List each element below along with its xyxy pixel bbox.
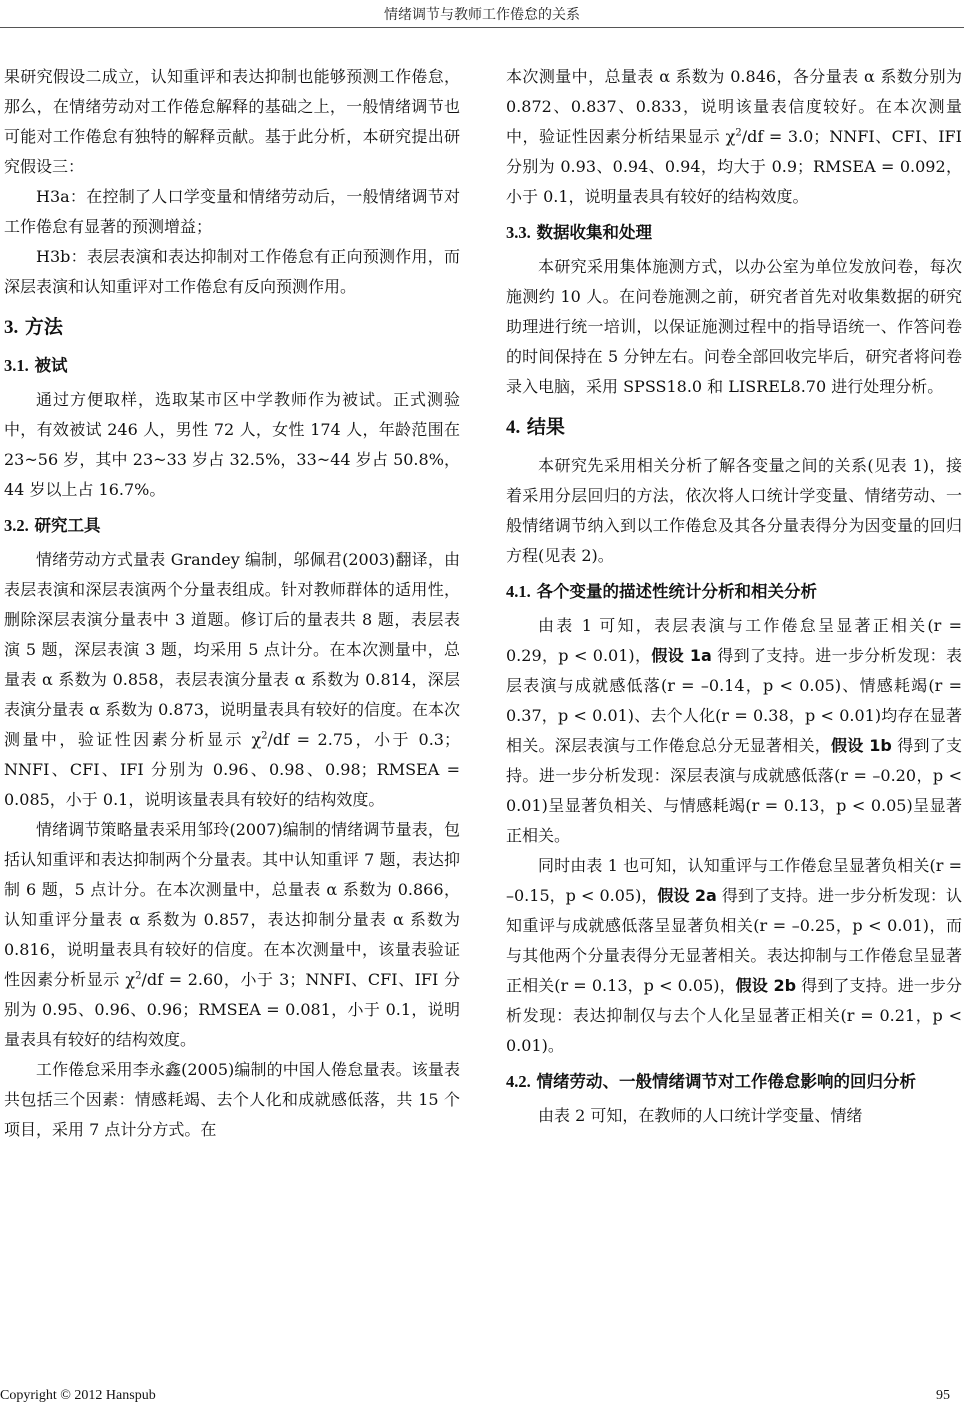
header-rule (0, 27, 964, 28)
paragraph-regression: 由表 2 可知，在教师的人口统计学变量、情绪 (538, 1106, 863, 1125)
cont-text-a: 本次测量中，总量表 α 系数为 0.846，各分量表 α 系数分别为 0.872、0.837、0.833，说明该量表信度较好。在本次测量中，验证性因素分析结果显示 χ (506, 67, 962, 146)
section-4-2-title: 情绪劳动、一般情绪调节对工作倦怠影响的回归分析 (536, 1072, 916, 1091)
tool1-superscript: 2 (261, 730, 268, 742)
paragraph-tool-emotional-labor (4, 545, 460, 815)
tool1-text-b: /df = 2.75，小于 0.3；NNFI、CFI、IFI 分别为 0.96、0.98、0.98；RMSEA = 0.085，小于 0.1，说明该量表具有较好的结构效度。 (4, 730, 460, 809)
running-title: 情绪调节与教师工作倦怠的关系 (384, 7, 580, 23)
copyright-notice: Copyright © 2012 Hanspub (0, 1388, 156, 1403)
section-3-title: 方法 (24, 316, 63, 338)
section-3-1-title: 被试 (34, 356, 68, 375)
section-4-2-heading (506, 1067, 962, 1097)
section-3-heading (4, 310, 460, 345)
paragraph-tool-emotion-regulation (4, 815, 460, 1055)
paragraph-h3a: H3a：在控制了人口学变量和情绪劳动后，一般情绪调节对工作倦怠有显著的预测增益； (4, 187, 460, 236)
section-3-2-number: 3.2. (4, 516, 29, 535)
cont-superscript: 2 (735, 127, 742, 139)
corr1-text-b: 得到了支持。进一步分析发现：表层表演与成就感低落(r = –0.14，p < 0.05)、情感耗竭(r = 0.37，p < 0.01)、去个人化(r = 0.38，p < 0.01)均存在显著相关。深层表演与工作倦怠总分无显著相关， (506, 646, 962, 755)
tool2-superscript: 2 (135, 970, 142, 982)
corr1-text-c: 得到了支持。进一步分析发现：深层表演与成就感低落(r = –0.20，p < 0.01)呈显著负相关、与情感耗竭(r = 0.13，p < 0.05)呈显著正相关。 (506, 736, 962, 845)
section-4-1-number: 4.1. (506, 582, 531, 601)
paragraph-correlation-2 (506, 851, 962, 1061)
section-3-2-title: 研究工具 (34, 516, 101, 535)
paragraph-tool-burnout: 工作倦怠采用李永鑫(2005)编制的中国人倦怠量表。该量表共包括三个因素：情感耗竭、去个人化和成就感低落，共 15 个项目，采用 7 点计分方式。在 (4, 1060, 460, 1139)
hypothesis-2b-label: 假设 2b (735, 976, 797, 995)
corr2-text-b: 得到了支持。进一步分析发现：认知重评与成就感低落呈显著负相关(r = –0.25，p < 0.01)，而与其他两个分量表得分无显著相关。表达抑制与工作倦怠呈显著正相关(r = 0.13，p < 0.05)， (506, 886, 962, 995)
right-column (506, 62, 962, 1131)
section-4-heading (506, 410, 962, 445)
paragraph-data-collection: 本研究采用集体施测方式，以办公室为单位发放问卷，每次施测约 10 人。在问卷施测之前，研究者首先对收集数据的研究助理进行统一培训，以保证施测过程中的指导语统一、作答问卷的时间保持在 5 分钟左右。问卷全部回收完毕后，研究者将问卷录入电脑，采用 SPSS18.0 和 LISREL8.70 进行处理分析。 (506, 257, 962, 396)
left-column (4, 62, 460, 1145)
section-3-1-number: 3.1. (4, 356, 29, 375)
hypothesis-1b-label: 假设 1b (830, 736, 892, 755)
section-4-1-heading (506, 577, 962, 607)
cont-text-b: /df = 3.0；NNFI、CFI、IFI 分别为 0.93、0.94、0.94，均大于 0.9；RMSEA = 0.092，小于 0.1，说明量表具有较好的结构效度。 (506, 127, 962, 206)
tool2-text-b: /df = 2.60，小于 3；NNFI、CFI、IFI 分别为 0.95、0.96、0.96；RMSEA = 0.081，小于 0.1，说明量表具有较好的结构效度。 (4, 970, 460, 1049)
hypothesis-2a-label: 假设 2a (657, 886, 717, 905)
section-4-number: 4. (506, 417, 521, 438)
page-number: 95 (936, 1388, 950, 1403)
paragraph-intro: 果研究假设二成立，认知重评和表达抑制也能够预测工作倦怠，那么，在情绪劳动对工作倦怠解释的基础之上，一般情绪调节也可能对工作倦怠有独特的解释贡献。基于此分析，本研究提出研究假设三： (4, 67, 460, 176)
section-4-title: 结果 (526, 416, 565, 438)
section-3-number: 3. (4, 317, 19, 338)
section-3-1-heading (4, 351, 460, 381)
corr2-text-c: 得到了支持。进一步分析发现：表达抑制仅与去个人化呈显著正相关(r = 0.21，p < 0.01)。 (506, 976, 962, 1055)
corr2-text-a: 同时由表 1 也可知，认知重评与工作倦怠呈显著负相关(r = –0.15，p < 0.05)， (506, 856, 962, 905)
paragraph-h3b: H3b：表层表演和表达抑制对工作倦怠有正向预测作用，而深层表演和认知重评对工作倦怠有反向预测作用。 (4, 247, 460, 296)
section-3-3-title: 数据收集和处理 (536, 223, 652, 242)
paragraph-correlation-1 (506, 611, 962, 851)
paragraph-results: 本研究先采用相关分析了解各变量之间的关系(见表 1)，接着采用分层回归的方法，依次将人口统计学变量、情绪劳动、一般情绪调节纳入到以工作倦怠及其各分量表得分为因变量的回归方程(见表 2)。 (506, 456, 962, 565)
hypothesis-1a-label: 假设 1a (651, 646, 712, 665)
corr1-text-a: 由表 1 可知，表层表演与工作倦怠呈显著正相关(r = 0.29，p < 0.01)， (506, 616, 962, 665)
section-3-2-heading (4, 511, 460, 541)
tool1-text-a: 情绪劳动方式量表 Grandey 编制，邬佩君(2003)翻译，由表层表演和深层表演两个分量表组成。针对教师群体的适用性，删除深层表演分量表中 3 道题。修订后的量表共 8 题，表层表演 5 题，深层表演 3 题，均采用 5 点计分。在本次测量中，总量表 α 系数为 0.858，表层表演分量表 α 系数为 0.814，深层表演分量表 α 系数为 0.873，说明量表具有较好的信度。在本次测量中，验证性因素分析显示 χ (4, 550, 460, 749)
paragraph-burnout-continued (506, 62, 962, 212)
section-3-3-heading (506, 218, 962, 248)
paragraph-subjects: 通过方便取样，选取某市区中学教师作为被试。正式测验中，有效被试 246 人，男性 72 人，女性 174 人，年龄范围在 23~56 岁，其中 23~33 岁占 32.5%，33~44 岁占 50.8%，44 岁以上占 16.7%。 (4, 390, 460, 499)
section-4-2-number: 4.2. (506, 1072, 531, 1091)
section-4-1-title: 各个变量的描述性统计分析和相关分析 (536, 582, 817, 601)
section-3-3-number: 3.3. (506, 223, 531, 242)
tool2-text-a: 情绪调节策略量表采用邹玲(2007)编制的情绪调节量表，包括认知重评和表达抑制两个分量表。其中认知重评 7 题，表达抑制 6 题，5 点计分。在本次测量中，总量表 α 系数为 0.866，认知重评分量表 α 系数为 0.857，表达抑制分量表 α 系数为 0.816，说明量表具有较好的信度。在本次测量中，该量表验证性因素分析显示 χ (4, 820, 460, 989)
